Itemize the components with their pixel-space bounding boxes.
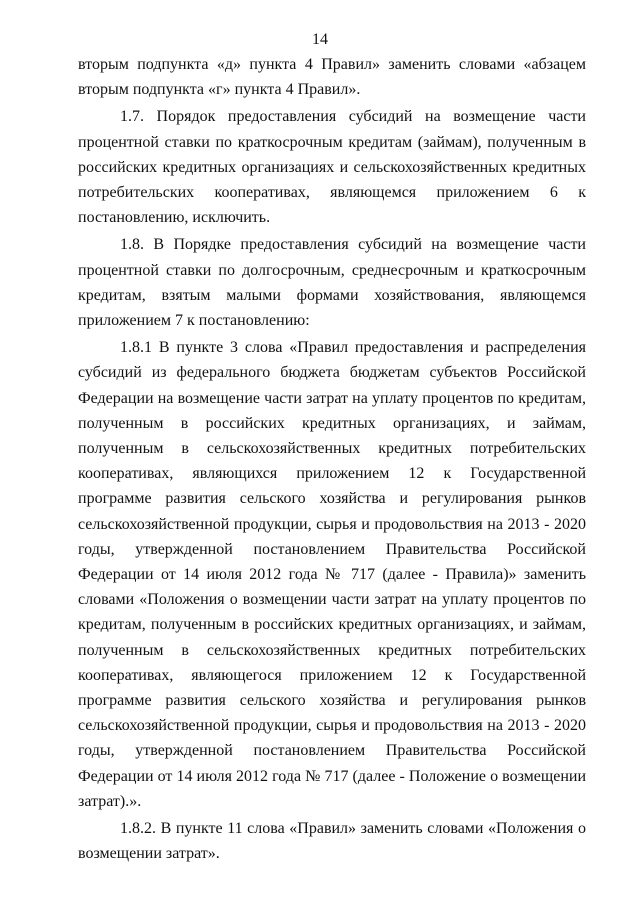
document-body xyxy=(78,52,586,867)
paragraph-continuation: вторым подпункта «д» пункта 4 Правил» заменить словами «абзацем вторым подпункта «г» пункта 4 Правил». xyxy=(78,56,586,99)
paragraph-1-8: 1.8. В Порядке предоставления субсидий на возмещение части процентной ставки по долгосрочным, среднесрочным и краткосрочным кредитам, взятым малыми формами хозяйствования, являющемся приложением 7 к постановлению: xyxy=(78,236,586,330)
paragraph-1-7: 1.7. Порядок предоставления субсидий на возмещение части процентной ставки по краткосрочным кредитам (займам), полученным в российских кредитных организациях и сельскохозяйственных кредитных потребительских кооперативах, являющемся приложением 6 к постановлению, исключить. xyxy=(78,108,586,227)
page-number: 14 xyxy=(312,31,328,48)
paragraph-1-8-1: 1.8.1 В пункте 3 слова «Правил предоставления и распределения субсидий из федерального бюджета бюджетам субъектов Российской Федерации на возмещение части затрат на уплату процентов по кредитам, полученным в российских кредитных организациях, и займам, полученным в сельскохозяйственных кредитных потребительских кооперативах, являющихся приложением 12 к Государственной программе развития сельского хозяйства и регулирования рынков сельскохозяйственной продукции, сырья и продовольствия на 2013 - 2020 годы, утвержденной постановлением Правительства Российской Федерации от 14 июля 2012 года № 717 (далее - Правила)» заменить словами «Положения о возмещении части затрат на уплату процентов по кредитам, полученным в российских кредитных организациях, и займам, полученным в сельскохозяйственных кредитных потребительских кооперативах, являющегося приложением 12 к Государственной программе развития сельского хозяйства и регулирования рынков сельскохозяйственной продукции, сырья и продовольствия на 2013 - 2020 годы, утвержденной постановлением Правительства Российской Федерации от 14 июля 2012 года № 717 (далее - Положение о возмещении затрат).». xyxy=(78,339,586,810)
paragraph-1-8-2: 1.8.2. В пункте 11 слова «Правил» заменить словами «Положения о возмещении затрат». xyxy=(78,820,586,863)
